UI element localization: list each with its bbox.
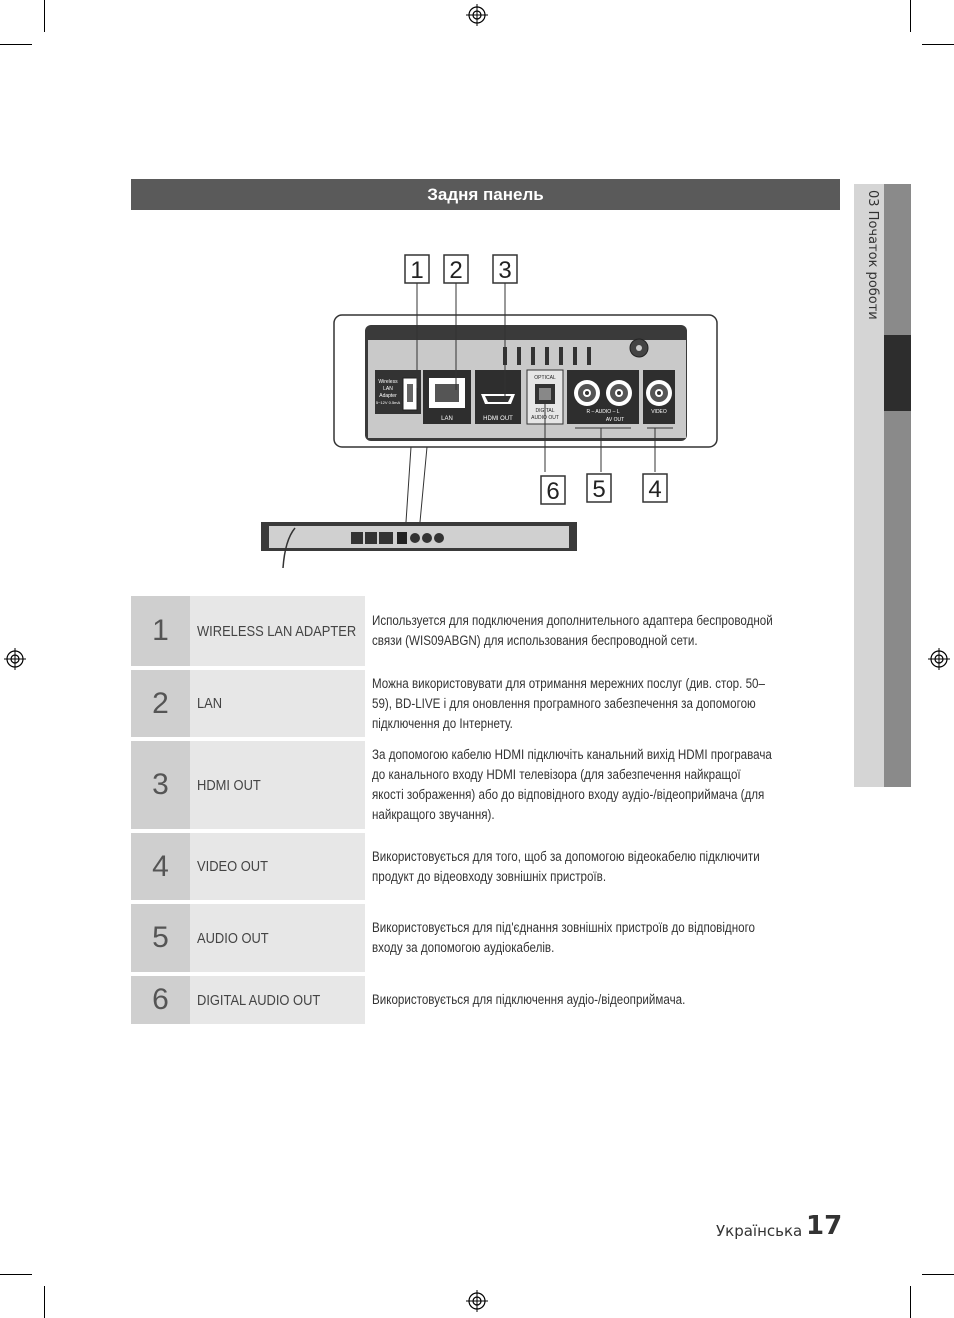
svg-text:LAN: LAN [383,386,393,392]
chapter-tab-marker [884,335,911,411]
svg-text:AUDIO OUT: AUDIO OUT [531,415,559,421]
chapter-tab-edge [884,184,911,787]
table-row [131,833,840,900]
svg-text:R – AUDIO – L: R – AUDIO – L [586,409,620,415]
callout-5 [587,474,611,503]
crop-mark [44,0,45,32]
crop-mark [44,1286,45,1318]
row-description: За допомогою кабелю HDMI підключіть канальний вихід HDMI програвача до канального входу HDMI телевізора (для забезпечення найкращої якості зображення) або до відповідного входу аудіо-/відеоприймача (для найкращого звучання). [372,747,772,822]
callout-3 [493,255,517,284]
svg-text:5~12V 0.5mA: 5~12V 0.5mA [375,400,401,405]
crop-mark [922,44,954,45]
table-row [131,904,840,972]
svg-text:DIGITAL: DIGITAL [535,408,555,414]
svg-text:VIDEO: VIDEO [651,409,667,415]
row-description: Используется для подключения дополнительного адаптера беспроводной связи (WIS09ABGN) для использования беспроводной сети. [372,613,773,648]
table-row [131,670,840,737]
registration-mark-icon [466,1290,488,1312]
callout-1 [405,255,429,284]
callout-4 [643,474,667,503]
row-name: DIGITAL AUDIO OUT [190,976,365,1024]
crop-mark [922,1274,954,1275]
row-description: Можна використовувати для отримання мережних послуг (див. стор. 50–59), BD-LIVE і для оновлення програмного забезпечення за допомогою підключення до Інтернету. [372,675,765,731]
svg-text:5: 5 [592,476,606,503]
table-row [131,596,840,666]
row-description: Використовується для того, щоб за допомогою відеокабелю підключити продукт до відеовходу зовнішніх пристроїв. [372,848,760,884]
row-name: HDMI OUT [190,741,365,829]
row-number: 1 [131,596,190,666]
table-row [131,976,840,1024]
registration-mark-icon [928,648,950,670]
svg-text:6: 6 [546,478,560,505]
svg-text:OPTICAL: OPTICAL [534,375,556,381]
row-name: LAN [190,670,365,737]
row-name: WIRELESS LAN ADAPTER [190,596,365,666]
svg-text:LAN: LAN [441,416,453,422]
crop-mark [910,1286,911,1318]
callout-6 [541,476,565,505]
svg-text:3: 3 [498,257,512,284]
page-number: 17 [806,1211,843,1241]
crop-mark [0,44,32,45]
row-name: VIDEO OUT [190,833,365,900]
svg-text:HDMI OUT: HDMI OUT [483,416,513,422]
row-number: 5 [131,904,190,972]
svg-text:4: 4 [648,476,662,503]
row-description: Використовується для під'єднання зовнішніх пристроїв до відповідного входу за допомогою аудіокабелів. [372,920,756,955]
rear-panel-diagram [255,250,725,570]
crop-mark [0,1274,32,1275]
svg-text:AV OUT: AV OUT [605,417,625,423]
crop-mark [910,0,911,32]
svg-text:1: 1 [410,257,424,284]
row-name: AUDIO OUT [190,904,365,972]
registration-mark-icon [4,648,26,670]
footer-language: Українська [716,1222,803,1240]
row-number: 6 [131,976,190,1024]
registration-mark-icon [466,4,488,26]
table-row [131,741,840,829]
row-number: 2 [131,670,190,737]
svg-text:2: 2 [449,257,463,284]
section-title: Задня панель [131,179,840,210]
row-number: 3 [131,741,190,829]
chapter-label: 03 Початок роботи [865,190,880,320]
row-number: 4 [131,833,190,900]
row-description: Використовується для підключення аудіо-/відеоприймача. [372,992,686,1007]
svg-text:Adapter: Adapter [379,393,397,399]
svg-text:Wireless: Wireless [378,379,398,385]
callout-2 [444,255,468,284]
